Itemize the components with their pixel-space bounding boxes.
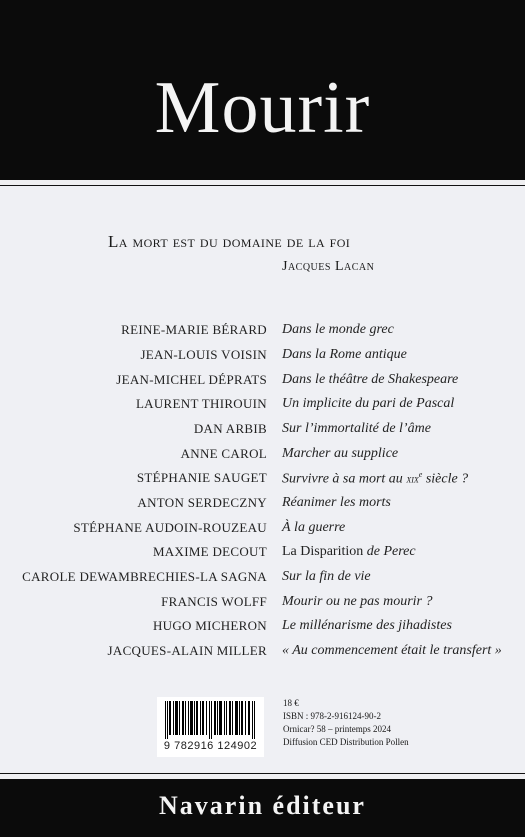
article-title — [282, 544, 416, 560]
toc-row — [0, 347, 525, 371]
century-numeral: xix — [406, 471, 419, 486]
price: 18 € — [283, 698, 299, 708]
contributor-name: STÉPHANIE SAUGET — [136, 470, 267, 485]
superscript: e — [418, 470, 423, 479]
toc-row — [0, 643, 525, 667]
publication-info — [283, 697, 409, 749]
toc-row — [0, 569, 525, 593]
article-title: Dans le théâtre de Shakespeare — [282, 372, 459, 387]
title-italic: de Perec — [363, 544, 416, 559]
title-part: siècle ? — [422, 471, 469, 487]
toc-row — [0, 520, 525, 544]
contributor-name: LAURENT THIROUIN — [135, 396, 267, 411]
book-title: Mourir — [154, 67, 371, 149]
contributor-name: CAROLE DEWAMBRECHIES-LA SAGNA — [22, 569, 267, 584]
contributor-name: ANTON SERDECZNY — [137, 495, 267, 510]
toc-row — [0, 446, 525, 470]
contributor-name: JEAN-LOUIS VOISIN — [140, 347, 267, 362]
article-title: Sur l’immortalité de l’âme — [282, 421, 431, 436]
article-title: Le millénarisme des jihadistes — [282, 618, 452, 633]
toc-row — [0, 495, 525, 519]
toc-row — [0, 544, 525, 568]
isbn: ISBN : 978-2-916124-90-2 — [283, 711, 381, 721]
epigraph-quote: La mort est du domaine de la foi — [108, 232, 351, 251]
contributor-name: JEAN-MICHEL DÉPRATS — [116, 372, 267, 387]
toc-row — [0, 421, 525, 445]
article-title: Dans la Rome antique — [282, 347, 407, 362]
toc-row — [0, 396, 525, 420]
barcode-digits: 9 782916 124902 — [163, 740, 258, 752]
toc-row — [0, 372, 525, 396]
divider-bottom — [0, 773, 525, 774]
article-title: Un implicite du pari de Pascal — [282, 396, 455, 411]
contributor-name: STÉPHANE AUDOIN-ROUZEAU — [73, 520, 267, 535]
contributor-name: REINE-MARIE BÉRARD — [121, 322, 267, 337]
article-title — [282, 470, 468, 488]
title-part: Survivre à sa mort au — [282, 471, 407, 487]
contributor-name: MAXIME DECOUT — [152, 544, 267, 559]
contributor-name: ANNE CAROL — [180, 446, 267, 461]
article-title: « Au commencement était le transfert » — [282, 643, 502, 658]
contributor-name: JACQUES-ALAIN MILLER — [107, 643, 267, 658]
title-roman: La Disparition — [282, 544, 364, 559]
article-title: À la guerre — [282, 520, 346, 535]
isbn-barcode — [157, 697, 264, 757]
toc-row — [0, 594, 525, 618]
toc-row — [0, 322, 525, 346]
article-title: Dans le monde grec — [282, 322, 394, 337]
article-title: Sur la fin de vie — [282, 569, 371, 584]
publisher-name: Navarin éditeur — [159, 791, 366, 820]
issue-line: Ornicar? 58 – printemps 2024 — [283, 724, 391, 734]
epigraph-author: Jacques Lacan — [282, 259, 375, 274]
barcode-bars — [165, 701, 256, 739]
article-title: Marcher au supplice — [282, 446, 399, 461]
article-title: Mourir ou ne pas mourir ? — [282, 594, 433, 609]
toc-row — [0, 470, 525, 494]
contributor-name: DAN ARBIB — [193, 421, 267, 436]
article-title: Réanimer les morts — [282, 495, 391, 510]
contributor-name: FRANCIS WOLFF — [161, 594, 267, 609]
toc-row — [0, 618, 525, 642]
contributor-name: HUGO MICHERON — [152, 618, 267, 633]
distribution-line: Diffusion CED Distribution Pollen — [283, 737, 409, 747]
